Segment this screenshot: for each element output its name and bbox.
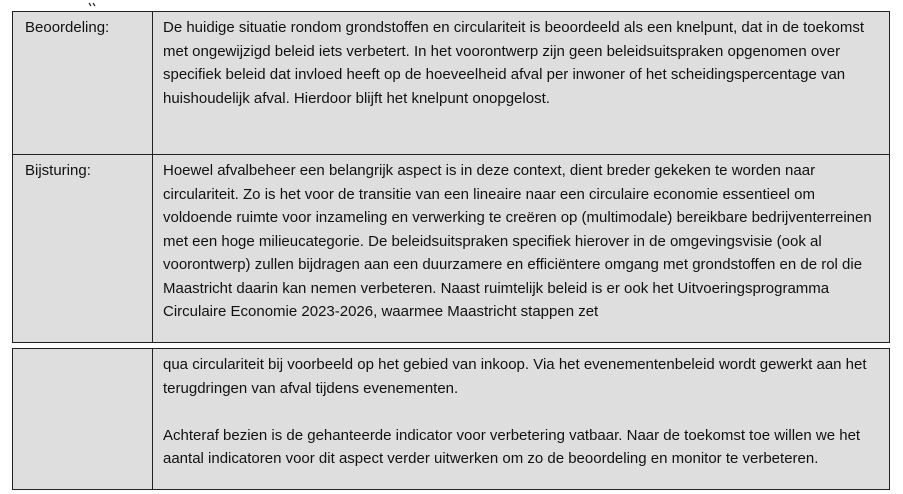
assessment-table-continued bbox=[12, 348, 890, 490]
row-label-beoordeling: Beoordeling: bbox=[25, 19, 110, 36]
beoordeling-paragraph: De huidige situatie rondom grondstoffen en circulariteit is beoordeeld als een knelpunt, dat in de toekomst met ongewijzigd beleid iets verbetert. In het voorontwerp zijn geen beleidsuitspraken opgenomen over specifiek beleid dat invloed heeft op de hoeveelheid afval per inwoner of het scheidingspercentage van huishoudelijk afval. Hierdoor blijft het knelpunt onopgelost. bbox=[163, 19, 864, 107]
bijsturing-paragraph-1: Hoewel afvalbeheer een belangrijk aspect is in deze context, dient breder gekeken te worden naar circulariteit. Zo is het voor de transitie van een lineaire naar een circulaire economie essentieel om voldoende ruimte voor inzameling en verwerking te creëren op (multimodale) bereikbare bedrijventerreinen met een hoge milieucategorie. De beleidsuitspraken specifiek hierover in de omgevingsvisie (ook al voorontwerp) zullen bijdragen aan een duurzamere en efficiëntere omgang met grondstoffen en de rol die Maastricht daarin kan nemen verbeteren. Naast ruimtelijk beleid is er ook het Uitvoeringsprogramma Circulaire Economie 2023-2026, waarmee Maastricht stappen zet bbox=[163, 162, 872, 320]
column-divider bbox=[152, 12, 153, 154]
column-divider bbox=[152, 155, 153, 342]
table-row-bijsturing bbox=[13, 155, 889, 342]
row-text-beoordeling bbox=[163, 16, 873, 110]
bijsturing-paragraph-2: qua circulariteit bij voorbeeld op het gebied van inkoop. Via het evenementenbeleid wordt gewerkt aan het terugdringen van afval tijdens evenementen. bbox=[163, 356, 867, 397]
table-row-bijsturing-continued bbox=[13, 349, 889, 489]
row-label-bijsturing: Bijsturing: bbox=[25, 162, 91, 179]
row-text-bijsturing-continued bbox=[163, 353, 873, 471]
table-row-beoordeling bbox=[13, 12, 889, 155]
bijsturing-paragraph-3: Achteraf bezien is de gehanteerde indicator voor verbetering vatbaar. Naar de toekomst toe willen we het aantal indicatoren voor dit aspect verder uitwerken om zo de beoordeling en monitor te verbeteren. bbox=[163, 426, 861, 467]
assessment-table bbox=[12, 11, 890, 343]
row-text-bijsturing bbox=[163, 159, 873, 324]
column-divider bbox=[152, 349, 153, 489]
text-fragment-mark bbox=[88, 2, 100, 7]
